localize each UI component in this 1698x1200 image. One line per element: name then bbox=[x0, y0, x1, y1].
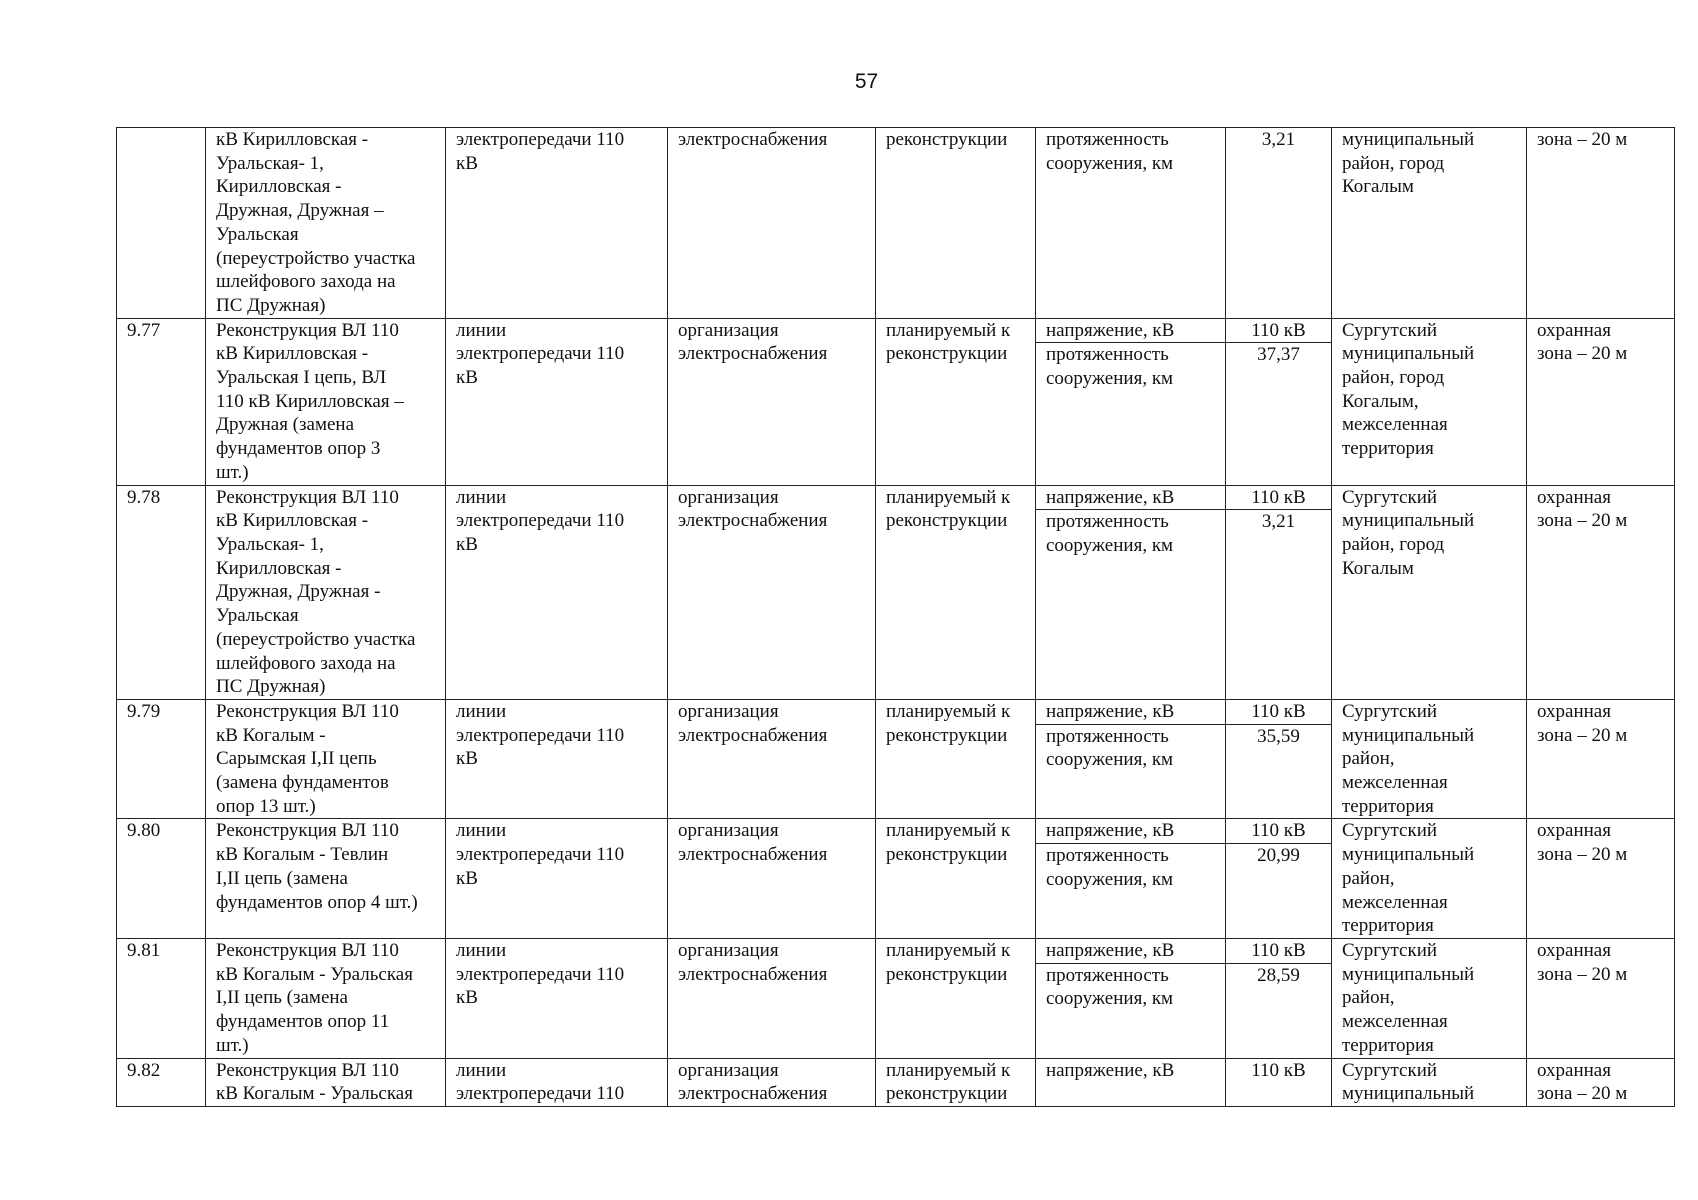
object-name: Реконструкция ВЛ 110 кВ Когалым - Уральская I,II цепь (замена фундаментов опор 11 шт.) bbox=[206, 938, 446, 1058]
row-number: 9.80 bbox=[117, 819, 206, 939]
param-value-length: 3,21 bbox=[1261, 511, 1296, 533]
param-value-cell bbox=[1226, 819, 1332, 939]
object-purpose: электроснабжения bbox=[668, 128, 876, 319]
object-name: Реконструкция ВЛ 110 кВ Кирилловская - Уральская I цепь, ВЛ 110 кВ Кирилловская – Дружная (замена фундаментов опор 3 шт.) bbox=[206, 318, 446, 485]
objects-table bbox=[116, 127, 1675, 1107]
object-name: Реконструкция ВЛ 110 кВ Когалым - Уральская bbox=[206, 1058, 446, 1106]
param-label-length: протяженность сооружения, км bbox=[1046, 725, 1174, 771]
object-location: муниципальный район, город Когалым bbox=[1332, 128, 1527, 319]
object-status: планируемый к реконструкции bbox=[876, 318, 1036, 485]
row-number bbox=[117, 128, 206, 319]
row-number: 9.79 bbox=[117, 699, 206, 819]
object-status: реконструкции bbox=[876, 128, 1036, 319]
param-value-voltage: 110 кВ bbox=[1226, 939, 1331, 964]
param-label-cell bbox=[1036, 938, 1226, 1058]
table-row bbox=[117, 1058, 1675, 1106]
param-value-length: 28,59 bbox=[1257, 964, 1300, 986]
object-purpose: организация электроснабжения bbox=[668, 1058, 876, 1106]
param-label-cell bbox=[1036, 318, 1226, 485]
protection-zone: охранная зона – 20 м bbox=[1527, 699, 1675, 819]
object-status: планируемый к реконструкции bbox=[876, 1058, 1036, 1106]
param-value-cell bbox=[1226, 485, 1332, 699]
param-value-cell bbox=[1226, 938, 1332, 1058]
object-location: Сургутский муниципальный район, межселенная территория bbox=[1332, 938, 1527, 1058]
object-name: Реконструкция ВЛ 110 кВ Когалым - Тевлин I,II цепь (замена фундаментов опор 4 шт.) bbox=[206, 819, 446, 939]
param-label-voltage: напряжение, кВ bbox=[1036, 700, 1225, 725]
param-label-cell bbox=[1036, 819, 1226, 939]
protection-zone: зона – 20 м bbox=[1527, 128, 1675, 319]
table-row bbox=[117, 318, 1675, 485]
param-value-voltage: 110 кВ bbox=[1226, 319, 1331, 344]
param-value: 110 кВ bbox=[1226, 1058, 1332, 1106]
table-row bbox=[117, 485, 1675, 699]
param-label-voltage: напряжение, кВ bbox=[1036, 486, 1225, 511]
row-number: 9.82 bbox=[117, 1058, 206, 1106]
object-status: планируемый к реконструкции bbox=[876, 938, 1036, 1058]
object-type: линии электропередачи 110 кВ bbox=[446, 938, 668, 1058]
table-row bbox=[117, 819, 1675, 939]
param-label-voltage: напряжение, кВ bbox=[1036, 939, 1225, 964]
object-type: электропередачи 110 кВ bbox=[446, 128, 668, 319]
param-label: протяженность сооружения, км bbox=[1036, 128, 1226, 319]
param-label-length: протяженность сооружения, км bbox=[1046, 845, 1174, 890]
protection-zone: охранная зона – 20 м bbox=[1527, 318, 1675, 485]
object-status: планируемый к реконструкции bbox=[876, 699, 1036, 819]
object-status: планируемый к реконструкции bbox=[876, 819, 1036, 939]
object-purpose: организация электроснабжения bbox=[668, 699, 876, 819]
object-type: линии электропередачи 110 кВ bbox=[446, 318, 668, 485]
row-number: 9.77 bbox=[117, 318, 206, 485]
protection-zone: охранная зона – 20 м bbox=[1527, 485, 1675, 699]
param-value-length: 20,99 bbox=[1257, 845, 1300, 867]
protection-zone: охранная зона – 20 м bbox=[1527, 819, 1675, 939]
param-label-length: протяженность сооружения, км bbox=[1046, 511, 1174, 557]
object-purpose: организация электроснабжения bbox=[668, 318, 876, 485]
object-type: линии электропередачи 110 bbox=[446, 1058, 668, 1106]
param-value-voltage: 110 кВ bbox=[1226, 700, 1331, 725]
param-value-cell bbox=[1226, 318, 1332, 485]
object-purpose: организация электроснабжения bbox=[668, 819, 876, 939]
object-purpose: организация электроснабжения bbox=[668, 938, 876, 1058]
object-location: Сургутский муниципальный район, город Когалым, межселенная территория bbox=[1332, 318, 1527, 485]
object-location: Сургутский муниципальный район, межселенная территория bbox=[1332, 819, 1527, 939]
param-label-cell bbox=[1036, 485, 1226, 699]
param-label-length: протяженность сооружения, км bbox=[1046, 344, 1174, 390]
param-value-cell bbox=[1226, 699, 1332, 819]
object-status: планируемый к реконструкции bbox=[876, 485, 1036, 699]
table-row bbox=[117, 128, 1675, 319]
protection-zone: охранная зона – 20 м bbox=[1527, 938, 1675, 1058]
object-name: Реконструкция ВЛ 110 кВ Кирилловская - Уральская- 1, Кирилловская - Дружная, Дружная - Уральская (переустройство участка шлейфового захода на ПС Дружная) bbox=[206, 485, 446, 699]
param-label: напряжение, кВ bbox=[1036, 1058, 1226, 1106]
object-location: Сургутский муниципальный район, межселенная территория bbox=[1332, 699, 1527, 819]
object-type: линии электропередачи 110 кВ bbox=[446, 699, 668, 819]
param-value-voltage: 110 кВ bbox=[1226, 486, 1331, 511]
object-type: линии электропередачи 110 кВ bbox=[446, 485, 668, 699]
table-row bbox=[117, 699, 1675, 819]
param-label-length: протяженность сооружения, км bbox=[1046, 964, 1174, 1010]
param-value: 3,21 bbox=[1226, 128, 1332, 319]
object-name: Реконструкция ВЛ 110 кВ Когалым - Сарымская I,II цепь (замена фундаментов опор 13 шт.) bbox=[206, 699, 446, 819]
page-number: 57 bbox=[854, 70, 879, 93]
param-value-voltage: 110 кВ bbox=[1226, 819, 1331, 844]
param-label-cell bbox=[1036, 699, 1226, 819]
row-number: 9.78 bbox=[117, 485, 206, 699]
object-purpose: организация электроснабжения bbox=[668, 485, 876, 699]
row-number: 9.81 bbox=[117, 938, 206, 1058]
table-row bbox=[117, 938, 1675, 1058]
param-label-voltage: напряжение, кВ bbox=[1036, 319, 1225, 344]
object-name: кВ Кирилловская - Уральская- 1, Кирилловская - Дружная, Дружная – Уральская (переустройство участка шлейфового захода на ПС Дружная) bbox=[206, 128, 446, 319]
protection-zone: охранная зона – 20 м bbox=[1527, 1058, 1675, 1106]
object-location: Сургутский муниципальный bbox=[1332, 1058, 1527, 1106]
param-value-length: 35,59 bbox=[1257, 725, 1300, 747]
object-location: Сургутский муниципальный район, город Когалым bbox=[1332, 485, 1527, 699]
object-type: линии электропередачи 110 кВ bbox=[446, 819, 668, 939]
param-label-voltage: напряжение, кВ bbox=[1036, 819, 1225, 844]
param-value-length: 37,37 bbox=[1257, 344, 1300, 366]
